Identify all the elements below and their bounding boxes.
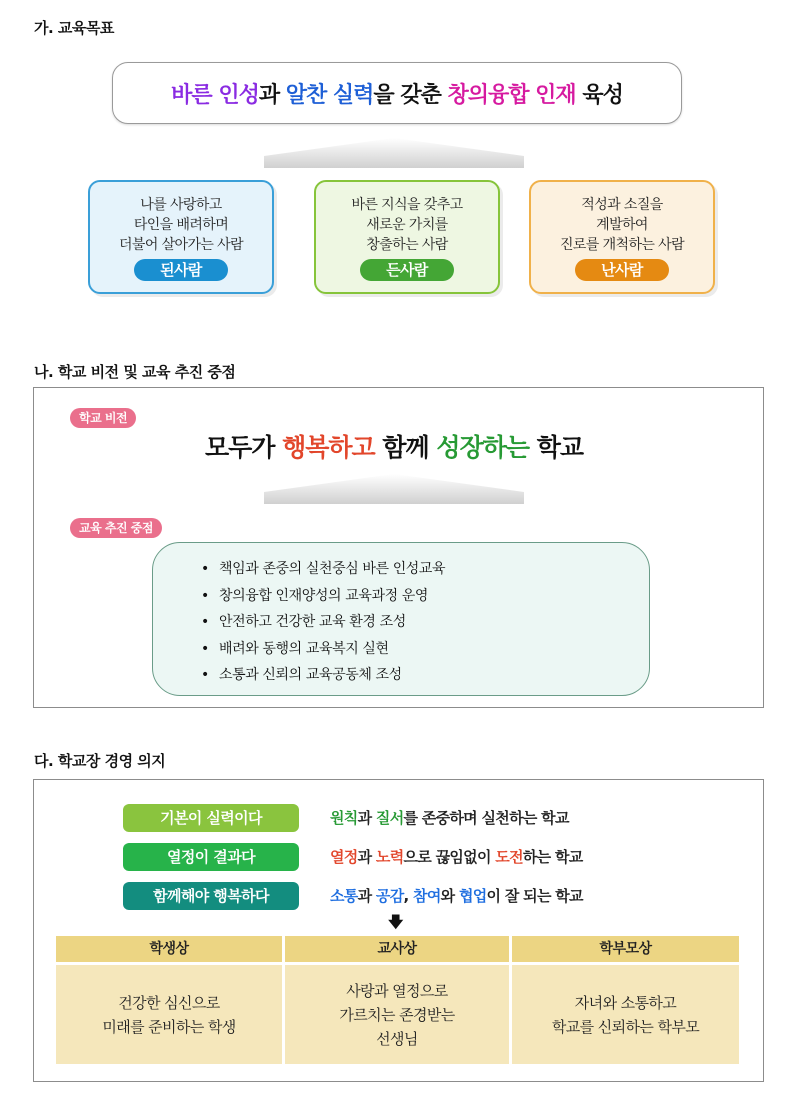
text-run: 육성	[575, 82, 623, 108]
text-run: 원칙	[330, 809, 358, 827]
will-pill-passion: 열정이 결과다	[123, 843, 299, 871]
section-title-principal-will: 다. 학교장 경영 의지	[34, 752, 166, 770]
table-header-student: 학생상	[56, 936, 282, 962]
table-header-parent: 학부모상	[512, 936, 739, 962]
text-run: 공감	[375, 887, 404, 905]
down-arrow-icon: 🡇	[388, 913, 404, 931]
table-header-teacher: 교사상	[285, 936, 509, 962]
text-run: 를 존중하며 실천하는 학교	[403, 809, 569, 827]
list-item: • 책임과 존중의 실천중심 바른 인성교육	[219, 556, 649, 583]
card-knowledgeable-person	[314, 180, 500, 294]
text-run: 참여	[413, 887, 441, 905]
text-run: 학교	[529, 433, 584, 462]
goal-text	[171, 78, 623, 109]
table-cell-teacher	[285, 965, 509, 1064]
text-run: 모두가	[204, 433, 283, 462]
card-line: 바른 지식을 갖추고	[351, 197, 463, 213]
up-arrow-icon	[264, 138, 524, 168]
text-run: 과	[357, 809, 376, 827]
card-line: 새로운 가치를	[366, 217, 448, 233]
text-run: 도전	[495, 848, 523, 866]
card-line: 진로를 개척하는 사람	[559, 237, 685, 253]
text-run: 성장하는	[436, 433, 530, 462]
table-cell-student	[56, 965, 282, 1064]
will-pill-together: 함께해야 행복하다	[123, 882, 299, 910]
education-goal-box	[112, 62, 682, 124]
section-title-vision: 나. 학교 비전 및 교육 추진 중점	[34, 363, 236, 381]
text-run: 하는 학교	[522, 848, 583, 866]
cell-line: 가르치는 존경받는	[339, 1005, 455, 1024]
text-run: 와	[440, 887, 459, 905]
section-title-education-goal: 가. 교육목표	[34, 19, 114, 37]
focus-list	[153, 543, 649, 689]
vision-text	[205, 433, 583, 462]
text-run: 과	[357, 887, 376, 905]
text-run: 행복하고	[282, 433, 375, 462]
text-run: 바른 인성	[171, 82, 259, 108]
text-run: 과	[357, 848, 376, 866]
table-cell-parent	[512, 965, 739, 1064]
text-run: 알찬 실력	[285, 82, 374, 108]
focus-tag: 교육 추진 중점	[70, 518, 162, 538]
card-line: 계발하여	[596, 217, 648, 233]
up-arrow-icon	[264, 474, 524, 504]
card-line: 더불어 살아가는 사람	[118, 237, 244, 253]
text-run: 으로 끊임없이	[403, 848, 496, 866]
text-run: ,	[403, 887, 414, 905]
will-statement-text	[330, 809, 569, 827]
text-run: 소통	[330, 887, 358, 905]
badge-good-person: 된사람	[134, 259, 228, 281]
card-line: 적성과 소질을	[581, 197, 663, 213]
list-item: • 안전하고 건강한 교육 환경 조성	[219, 609, 649, 636]
cell-line: 사랑과 열정으로	[346, 981, 448, 1000]
text-run: 함께	[374, 433, 437, 462]
list-item: • 소통과 신뢰의 교육공동체 조성	[219, 662, 649, 689]
will-statement-text	[330, 848, 583, 866]
will-pill-basics: 기본이 실력이다	[123, 804, 299, 832]
badge-talented-person: 난사람	[575, 259, 669, 281]
school-vision	[0, 428, 788, 464]
will-statement	[330, 807, 569, 828]
card-line: 창출하는 사람	[366, 237, 448, 253]
card-line: 타인을 배려하며	[133, 217, 229, 233]
vision-tag: 학교 비전	[70, 408, 136, 428]
cell-line: 학교를 신뢰하는 학부모	[551, 1017, 700, 1036]
will-statement	[330, 846, 583, 867]
badge-knowledgeable-person: 든사람	[360, 259, 454, 281]
text-run: 과	[258, 82, 286, 108]
list-item: • 창의융합 인재양성의 교육과정 운영	[219, 583, 649, 610]
cell-line: 건강한 심신으로	[118, 993, 220, 1012]
will-statement-text	[330, 887, 583, 905]
card-talented-person	[529, 180, 715, 294]
card-good-person	[88, 180, 274, 294]
text-run: 협업	[458, 887, 487, 905]
text-run: 을 갖춘	[373, 82, 448, 108]
card-line: 나를 사랑하고	[140, 197, 222, 213]
text-run: 질서	[375, 809, 404, 827]
will-statement	[330, 885, 583, 906]
cell-line: 미래를 준비하는 학생	[102, 1017, 236, 1036]
text-run: 열정	[330, 848, 358, 866]
cell-line: 자녀와 소통하고	[574, 993, 677, 1012]
text-run: 창의융합 인재	[447, 82, 576, 108]
text-run: 이 잘 되는 학교	[486, 887, 583, 905]
list-item: • 배려와 동행의 교육복지 실현	[219, 636, 649, 663]
cell-line: 선생님	[376, 1029, 418, 1048]
focus-box	[152, 542, 650, 696]
text-run: 노력	[375, 848, 404, 866]
